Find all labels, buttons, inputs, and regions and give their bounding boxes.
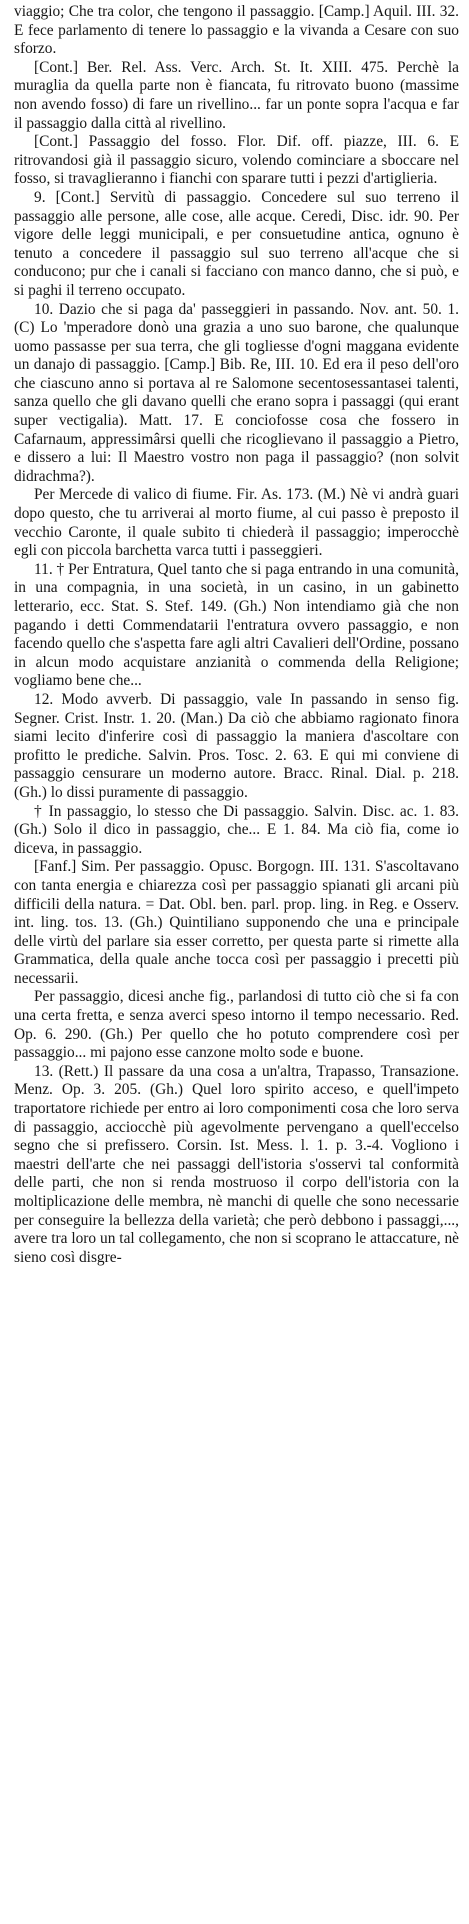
entry-10-dazio: 10. Dazio che si paga da' passeggieri in passando. Nov. ant. 50. 1. (C) Lo 'mperadore donò una grazia a uno suo barone, che qualunque uomo passasse per sua terra, che gli togliesse d'ogni maggana evidente un danajo di passaggio. [Camp.] Bib. Re, III. 10. Ed era il peso dell'oro che ciascuno anno si portava al re Salomone secentosessantasei talenti, sanza quello che gli davano quelli che erano sopra i passaggi (qui erant super vectigalia). Matt. 17. E conciofosse cosa che fossero in Cafarnaum, appressimârsi quelli che ricoglievano il passaggio a Pietro, e dissero a lui: Il Maestro vostro non paga il passaggio? (non solvit didrachma?).: [14, 300, 459, 485]
entry-12-di-passaggio: 12. Modo avverb. Di passaggio, vale In passando in senso fig. Segner. Crist. Instr. 1. 20. (Man.) Da ciò che abbiamo ragionato finora siami lecito d'inferire così di passaggio la maniera d'ascoltare con profitto le prediche. Salvin. Pros. Tosc. 2. 63. E qui mi conviene di passaggio censurare un moderno autore. Bracc. Rinal. Dial. p. 218. (Gh.) lo dissi puramente di passaggio.: [14, 690, 459, 801]
entry-11-entratura: 11. † Per Entratura, Quel tanto che si paga entrando in una comunità, in una compagnia, in una società, in un casino, in un gabinetto letterario, ecc. Stat. S. Stef. 149. (Gh.) Non intendiamo già che non pagando i detti Commendatarii l'entratura ovvero passaggio, e non facendo quello che s'aspetta fare agli altri Cavalieri dell'Ordine, possano in alcun modo acquistare anzianità o commenda della Religione; vogliamo bene che...: [14, 560, 459, 690]
entry-per-passaggio: [Fanf.] Sim. Per passaggio. Opusc. Borgogn. III. 131. S'ascoltavano con tanta energia e chiarezza così per passaggio spianati gli arcani più difficili della natura. = Dat. Obl. ben. parl. prop. ling. in Reg. e Osserv. int. ling. tos. 13. (Gh.) Quintiliano supponendo che una e principale delle virtù del parlare sia esser corretto, per questa parte si rimette alla Grammatica, della quale anche tocca così per passaggio i precetti più necessarii.: [14, 858, 459, 987]
entry-continuation-viaggio: viaggio; Che tra color, che tengono il passaggio. [Camp.] Aquil. III. 32. E fece parlamento di tenere lo passaggio e la vivanda a Cesare con suo sforzo.: [14, 3, 459, 58]
entry-per-passaggio-fig: Per passaggio, dicesi anche fig., parlandosi di tutto ciò che si fa con una certa fretta, e senza averci speso intorno il tempo necessario. Red. Op. 6. 290. (Gh.) Per quello che ho potuto comprendere così per passaggio... mi pajono esse canzone molto sode e buone.: [14, 988, 459, 1062]
entry-in-passaggio: † In passaggio, lo stesso che Di passaggio. Salvin. Disc. ac. 1. 83. (Gh.) Solo il dico in passaggio, che... E 1. 84. Ma ciò fia, come io diceva, in passaggio.: [14, 802, 459, 857]
entry-rivellino: [Cont.] Ber. Rel. Ass. Verc. Arch. St. It. XIII. 475. Perchè la muraglia da quella parte non è fiancata, fu ritrovato buono (massime non avendo fosso) di fare un rivellino... far un ponte sopra l'acqua e far il passaggio dalla città al rivellino.: [14, 58, 459, 132]
entry-mercede-valico: Per Mercede di valico di fiume. Fir. As. 173. (M.) Nè vi andrà guari dopo questo, che tu arriverai al morto fiume, al cui passo è preposto il vecchio Caronte, il quale subito ti chiederà il passaggio; imperocchè egli con piccola barchetta varca tutti i passeggieri.: [14, 486, 459, 560]
entry-9-servitu: 9. [Cont.] Servitù di passaggio. Concedere sul suo terreno il passaggio alle persone, alle cose, alle acque. Ceredi, Disc. idr. 90. Per vigore delle leggi municipali, e per consuetudine antica, ognuno è tenuto a concedere il passaggio sul suo terreno all'acque che si conducono; pur che i canali si facciano con manco danno, che si può, e si paghi il terreno occupato.: [14, 188, 459, 299]
entry-13-rett: 13. (Rett.) Il passare da una cosa a un'altra, Trapasso, Transazione. Menz. Op. 3. 205. (Gh.) Quel loro spirito acceso, e quell'impeto traportatore richiede per entro ai loro componimenti cosa che loro serva di passaggio, acciocchè più agevolmente pervengano a quell'eccelso segno che si prefissero. Corsin. Ist. Mess. l. 1. p. 3.-4. Vogliono i maestri dell'arte che nei passaggi dell'istoria s'osservi tal conformità delle parti, che non si renda mostruoso il corpo dell'istoria con la moltiplicazione delle membra, nè manchi di quelle che sono necessarie per conseguire la bellezza della varietà; che però debbono i passaggi,..., avere tra loro un tal collegamento, che non si scoprano le attaccature, nè sieno così disgre-: [14, 1062, 459, 1266]
entry-passaggio-del-fosso: [Cont.] Passaggio del fosso. Flor. Dif. off. piazze, III. 6. E ritrovandosi già il passaggio sicuro, volendo cominciare a sboccare nel fosso, si travaglieranno i fianchi con sparare tutti i pezzi d'artiglieria.: [14, 133, 459, 188]
